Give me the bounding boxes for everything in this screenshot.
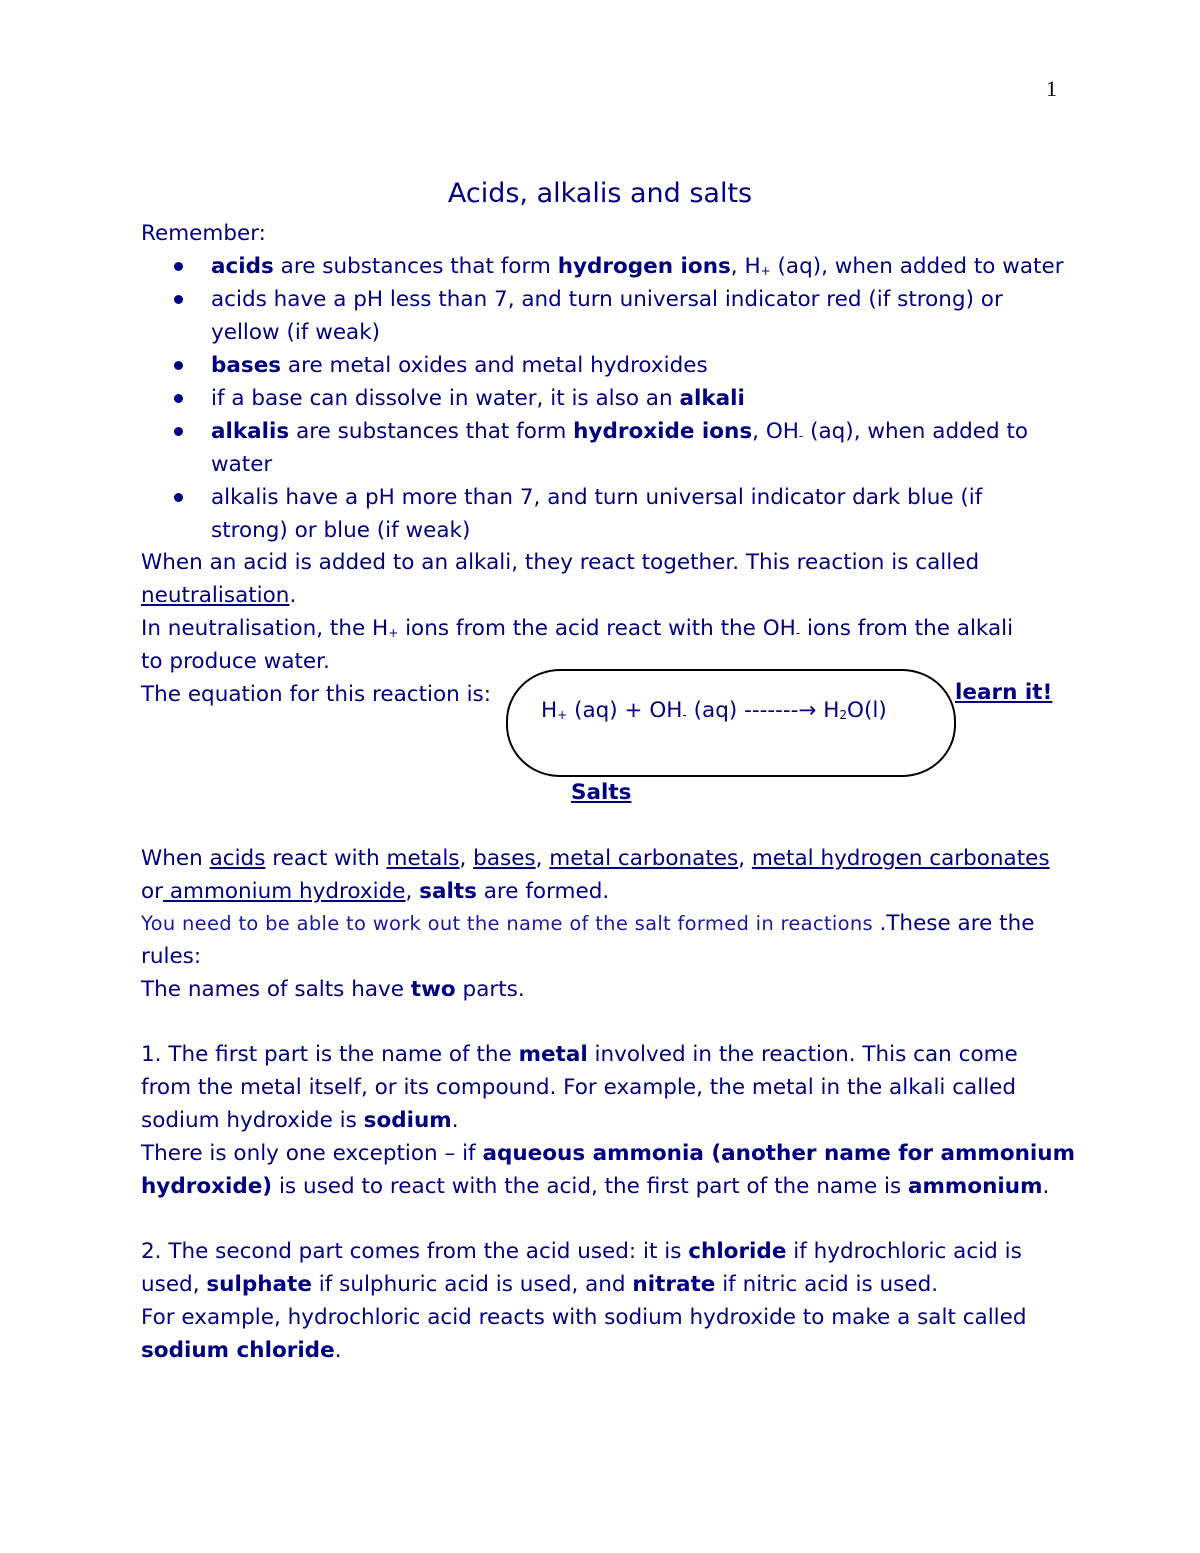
salts-line1: When acids react with metals, bases, metal carbonates, metal hydrogen carbonates — [141, 846, 1050, 871]
term-acids: acids — [211, 254, 274, 279]
bullet-dot — [174, 262, 183, 271]
term-hydroxide-ions: hydroxide ions — [573, 419, 753, 444]
part1-line4: There is only one exception – if aqueous ammonia (another name for ammonium — [141, 1141, 1075, 1166]
part2-line3: For example, hydrochloric acid reacts with sodium hydroxide to make a salt called — [141, 1305, 1027, 1330]
neutralisation-line4: to produce water. — [141, 649, 330, 674]
bullet-alkali: if a base can dissolve in water, it is also an alkali — [211, 386, 745, 411]
neutralisation-line5: The equation for this reaction is: — [141, 682, 492, 707]
bullet-dot — [174, 295, 183, 304]
part1-line3: sodium hydroxide is sodium. — [141, 1108, 459, 1133]
neutralisation-line2: neutralisation. — [141, 583, 297, 608]
part1-line2: from the metal itself, or its compound. For example, the metal in the alkali called — [141, 1075, 1017, 1100]
bullet-dot — [174, 394, 183, 403]
learn-it-note: learn it! — [955, 680, 1053, 705]
part2-line1: 2. The second part comes from the acid used: it is chloride if hydrochloric acid is — [141, 1239, 1022, 1264]
salts-line2: or ammonium hydroxide, salts are formed. — [141, 879, 610, 904]
term-hydrogen-ions: hydrogen ions — [557, 254, 731, 279]
bullet-acids-ph-line2: yellow (if weak) — [211, 320, 381, 345]
part2-line2: used, sulphate if sulphuric acid is used, and nitrate if nitric acid is used. — [141, 1272, 939, 1297]
bullet-dot — [174, 493, 183, 502]
part1-line5: hydroxide) is used to react with the acid, the first part of the name is ammonium. — [141, 1174, 1050, 1199]
remember-label: Remember: — [141, 221, 266, 246]
term-alkalis: alkalis — [211, 419, 290, 444]
term-salts: salts — [419, 879, 477, 904]
page-number: 1 — [1046, 76, 1057, 101]
rules-line3: The names of salts have two parts. — [141, 977, 525, 1002]
neutralisation-equation: $H_+$ $(aq) + OH_-$ (aq) -------→ $H_2O(l)$ — [541, 698, 887, 723]
page-title: Acids, alkalis and salts — [447, 178, 753, 209]
bullet-alkalis-ph-line2: strong) or blue (if weak) — [211, 518, 471, 543]
neutralisation-line1: When an acid is added to an alkali, they react together. This reaction is called — [141, 550, 980, 575]
bullet-alkalis-ph-line1: alkalis have a pH more than 7, and turn universal indicator dark blue (if — [211, 485, 983, 510]
bullet-acids-ph-line1: acids have a pH less than 7, and turn universal indicator red (if strong) or — [211, 287, 1003, 312]
rules-line2: rules: — [141, 944, 202, 969]
rules-line1: You need to be able to work out the name of the salt formed in reactions .These are the — [141, 911, 1035, 936]
bullet-dot — [174, 361, 183, 370]
term-bases: bases — [211, 353, 282, 378]
bullet-bases: bases are metal oxides and metal hydroxides — [211, 353, 708, 378]
part1-line1: 1. The first part is the name of the metal involved in the reaction. This can come — [141, 1042, 1018, 1067]
bullet-alkalis-line2: water — [211, 452, 273, 477]
part2-line4: sodium chloride. — [141, 1338, 342, 1363]
salts-heading: Salts — [571, 780, 632, 805]
neutralisation-line3: In neutralisation, the $H_+$ ions from the acid react with the $OH_-$ ions from the alkali — [141, 616, 1014, 641]
term-alkali: alkali — [679, 386, 745, 411]
bullet-dot — [174, 427, 183, 436]
term-neutralisation: neutralisation — [141, 583, 290, 608]
bullet-alkalis-definition: alkalis are substances that form hydroxide ions, $OH_-$ (aq), when added to — [211, 419, 1029, 444]
bullet-acids-definition: acids are substances that form hydrogen ions, $H_+$ (aq), when added to water — [211, 254, 1064, 279]
